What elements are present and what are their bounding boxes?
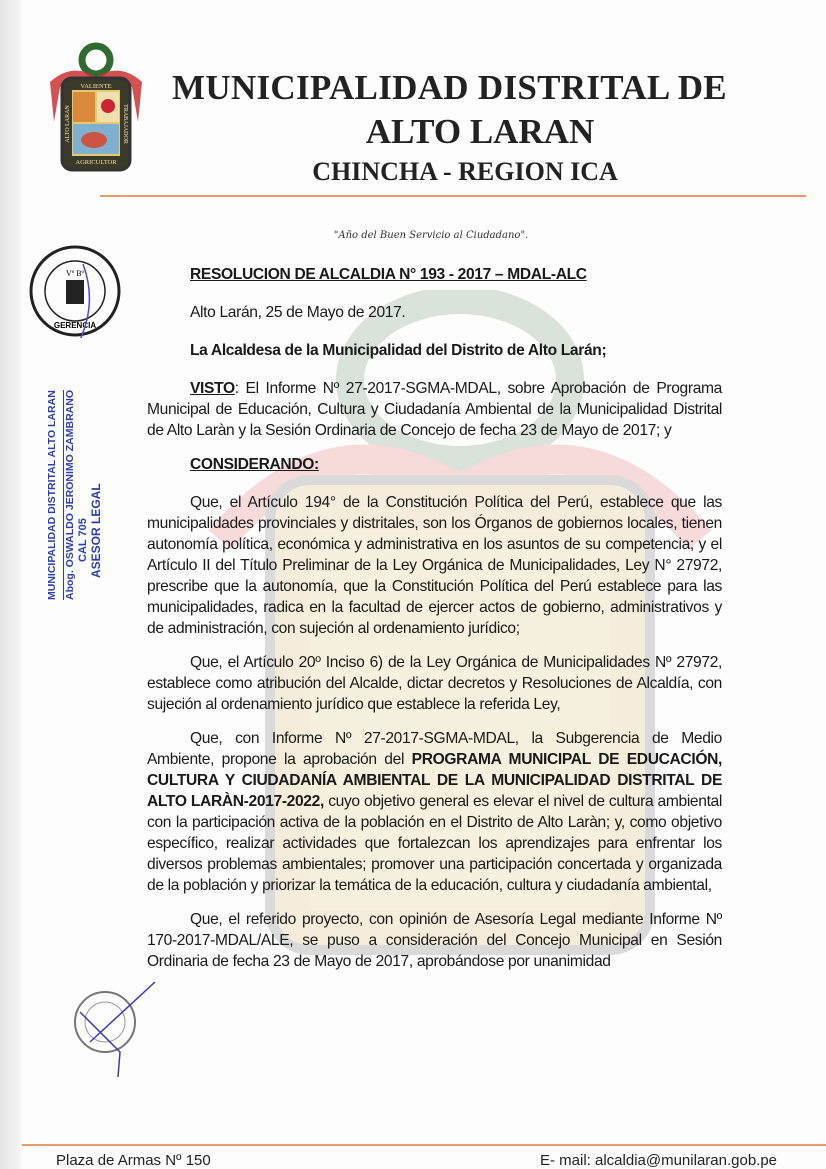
footer-address: Plaza de Armas Nº 150 xyxy=(56,1152,211,1169)
legal-stamp-line4: ASESOR LEGAL xyxy=(89,483,103,578)
bottom-stamp xyxy=(70,982,160,1082)
year-motto: "Año del Buen Servicio al Ciudadano". xyxy=(333,230,529,241)
date-line: Alto Larán, 25 de Mayo de 2017. xyxy=(190,304,406,321)
paragraph-3-intro: Que, con Informe Nº 27-2017-SGMA-MDAL, la Subgerencia de Medio Ambiente, propone la aprobación del xyxy=(147,730,722,768)
legal-stamp-line1: MUNICIPALIDAD DISTRITAL ALTO LARAN xyxy=(46,390,58,600)
program-name: PROGRAMA MUNICIPAL DE EDUCACIÓN, CULTURA Y CIUDADANÍA AMBIENTAL DE LA MUNICIPALIDAD DISTRITAL DE ALTO LARÀN-2017-2022, xyxy=(147,751,723,810)
header-subtitle: CHINCHA - REGION ICA xyxy=(312,157,618,186)
considerando-label: CONSIDERANDO: xyxy=(190,456,319,473)
visto-text: : El Informe Nº 27-2017-SGMA-MDAL, sobre Aprobación de Programa Municipal de Educación, Cultura y Ciudadanía Ambiental de la Municipalidad Distrital de Alto Laràn y la Sesión Ordinaria de Concejo de fecha 23 de Mayo de 2017; y xyxy=(147,380,722,439)
paragraph-1: Que, el Artículo 194° de la Constitución Política del Perú, establece que las municipalidades provinciales y distritales, son los Órganos de gobiernos locales, tienen autonomía política, económica y administrativa en los asuntos de su competencia; y el Artículo II del Título Preliminar de la Ley Orgánica de Municipalidades, Ley N° 27972, prescribe que la autonomía, que la Constitución Política del Perú establece para las municipalidades, radica en la facultad de ejercer actos de gobierno, administrativos y de administración, con sujeción al ordenamiento jurídico; xyxy=(147,494,722,637)
crest-text-trabajador: TRABAJADOR xyxy=(122,104,128,144)
gerencia-stamp xyxy=(28,244,122,338)
considerando-heading xyxy=(190,454,722,475)
legal-stamp-line3: CAL 705 xyxy=(77,518,89,562)
document-body xyxy=(147,264,722,985)
municipal-crest-logo xyxy=(42,42,150,172)
resolution-title-text: RESOLUCION DE ALCALDIA N° 193 - 2017 – MDAL-ALC xyxy=(190,266,587,283)
header-title: MUNICIPALIDAD DISTRITAL DE xyxy=(172,68,727,107)
stamp-vobo: Vº Bº xyxy=(65,269,85,278)
crest-text-alto-laran: ALTO LARAN xyxy=(65,105,71,143)
legal-stamp-line2: Abog. OSWALDO JERONIMO ZAMBRANO xyxy=(64,390,76,600)
header-title-line2: ALTO LARAN xyxy=(365,112,595,151)
resolution-title xyxy=(190,264,722,285)
authority-line: La Alcaldesa de la Municipalidad del Distrito de Alto Larán; xyxy=(190,342,607,359)
paragraph-2: Que, el Artículo 20º Inciso 6) de la Ley Orgánica de Municipalidades Nº 27972, establece como atribución del Alcalde, dictar decretos y Resoluciones de Alcaldía, con sujeción al ordenamiento jurídico que establece la referida Ley, xyxy=(147,654,722,713)
crest-text-agricultor: AGRICULTOR xyxy=(75,159,117,166)
header-rule xyxy=(100,195,806,197)
visto-label: VISTO xyxy=(190,380,235,397)
stamp-gerencia: GERENCIA xyxy=(53,321,97,330)
paragraph-3-body: cuyo objetivo general es elevar el nivel de cultura ambiental con la participación activa de la población en el Distrito de Alto Laràn; y, como objetivo específico, realizar actividades que fortalezcan los aprendizajes para enfrentar los diversos problemas ambientales; promover una participación concertada y organizada de la población y priorizar la temática de la educación, cultura y ciudadanía ambiental, xyxy=(147,793,722,894)
crest-text-valiente: VALIENTE xyxy=(80,83,112,90)
paragraph-3 xyxy=(147,728,722,896)
legal-stamp xyxy=(46,390,103,600)
footer-email: E- mail: alcaldia@munilaran.gob.pe xyxy=(540,1152,778,1169)
paragraph-4: Que, el referido proyecto, con opinión de Asesoría Legal mediante Informe Nº 170-2017-MDAL/ALE, se puso a consideración del Concejo Municipal en Sesión Ordinaria de fecha 23 de Mayo de 2017, aprobándose por unanimidad xyxy=(147,911,722,970)
visto-paragraph xyxy=(147,378,722,441)
footer-rule xyxy=(22,1144,826,1146)
